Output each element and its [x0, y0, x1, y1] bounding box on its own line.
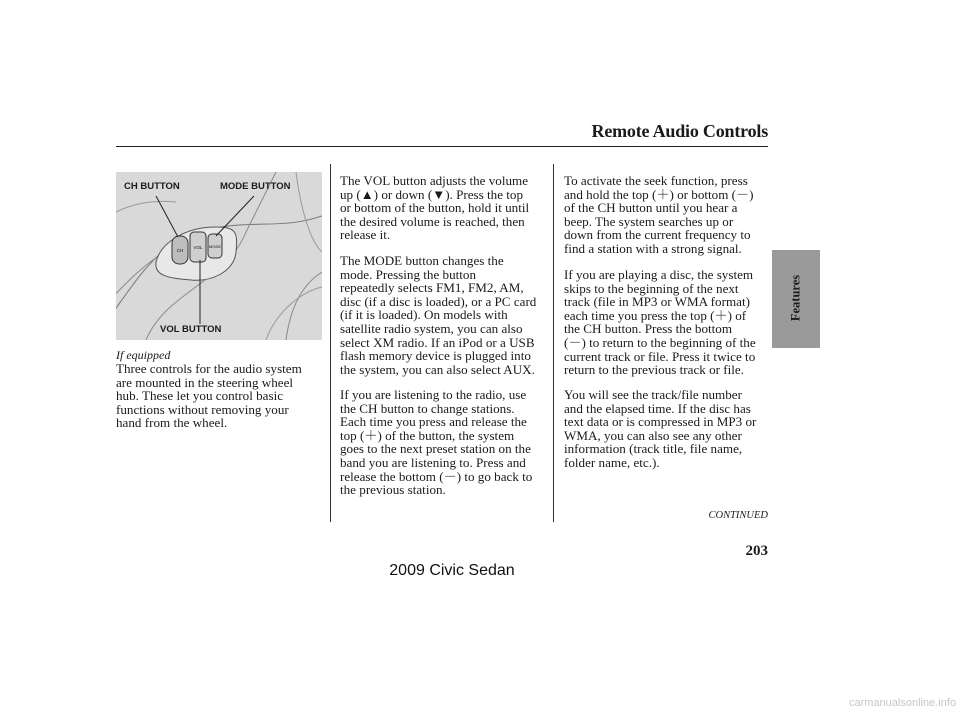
mode-button-label: MODE BUTTON	[220, 181, 291, 192]
column1-paragraph: Three controls for the audio system are mounted in the steering wheel hub. These let you control basic functions without removing your hand from the wheel.	[116, 361, 302, 431]
steering-wheel-figure	[116, 172, 322, 340]
steering-wheel-illustration	[116, 172, 322, 340]
model-name: 2009 Civic Sedan	[389, 562, 515, 579]
vol-key-label: VOL	[193, 245, 203, 250]
column-divider-right	[553, 164, 554, 522]
column2-paragraph-3: If you are listening to the radio, use the CH button to change stations. Each time you press and release the top (＋) of the button, the system goes to the next preset station on the band you are listening to. Press and release the bottom (－) to go back to the previous station.	[340, 387, 533, 498]
column-divider-left	[330, 164, 331, 522]
ch-key-label: CH	[176, 248, 184, 253]
column2-paragraph-1: The VOL button adjusts the volume up (▲) or down (▼). Press the top or bottom of the button, hold it until the desired volume is reached, then release it.	[340, 173, 530, 243]
side-tab-label: Features	[788, 274, 803, 322]
column3-paragraph-1: To activate the seek function, press and hold the top (＋) or bottom (－) of the CH button until you hear a beep. The system searches up or down from the current frequency to find a station with a strong signal.	[564, 173, 754, 256]
vol-button-label: VOL BUTTON	[160, 324, 222, 335]
figure-caption: If equipped	[116, 348, 171, 362]
column3-paragraph-2: If you are playing a disc, the system skips to the beginning of the next track (file in MP3 or WMA format) each time you press the top (＋) of the CH button. Press the bottom (－) to return to the beginning of the current track or file. Press it twice to return to the previous track or file.	[564, 267, 756, 378]
page-number: 203	[745, 543, 768, 559]
title-rule	[116, 146, 768, 147]
column2-paragraph-2: The MODE button changes the mode. Pressing the button repeatedly selects FM1, FM2, AM, disc (if a disc is loaded), or a PC card (if it is loaded). On models with satellite radio system, you can also select XM radio. If an iPod or a USB flash memory device is plugged into the system, you can also select AUX.	[340, 253, 537, 377]
section-title: Remote Audio Controls	[591, 121, 768, 141]
ch-button-label: CH BUTTON	[124, 181, 180, 192]
continued-label: CONTINUED	[708, 510, 768, 521]
mode-key-label: MODE	[209, 244, 221, 249]
watermark-text: carmanualsonline.info	[848, 697, 956, 709]
column3-paragraph-3: You will see the track/file number and the elapsed time. If the disc has text data or is compressed in MP3 or WMA, you can also see any other information (track title, file name, folder name, etc.).	[564, 387, 757, 470]
